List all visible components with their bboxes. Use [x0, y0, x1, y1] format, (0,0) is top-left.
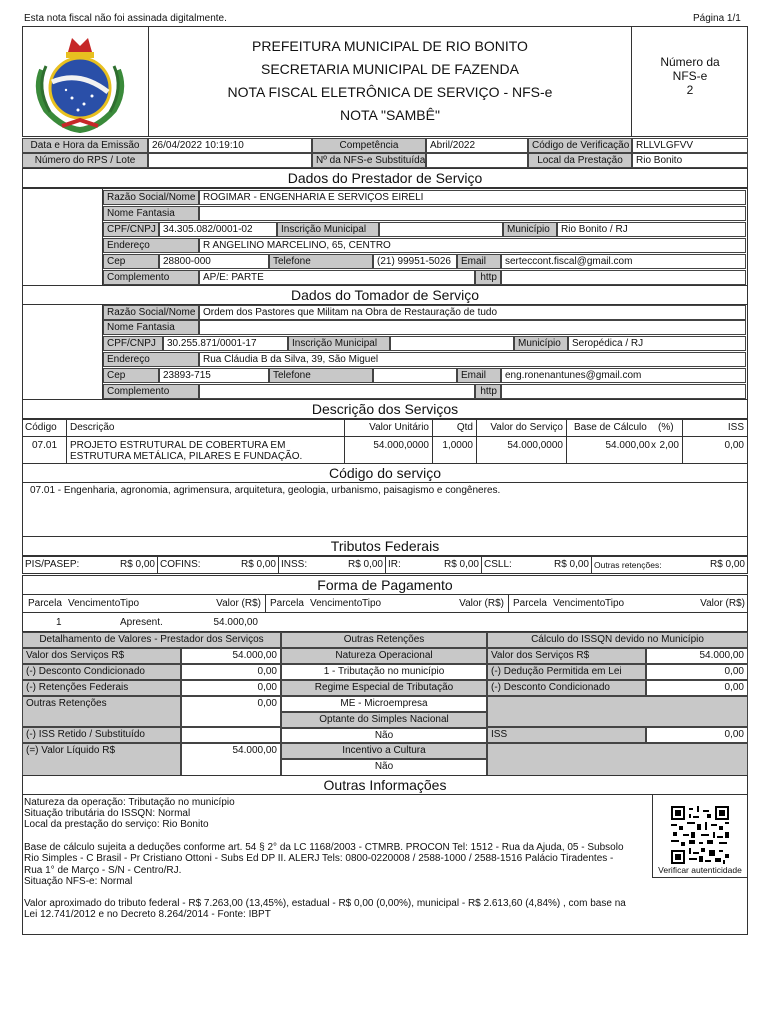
prestador-fantasia-label: Nome Fantasia — [103, 206, 199, 221]
pag-h-tipo-3: Tipo — [605, 598, 625, 609]
rps-label: Número do RPS / Lote — [22, 153, 148, 168]
codigo-servico-text: 07.01 - Engenharia, agronomia, agrimensura, arquitetura, geologia, urbanismo, paisagismo e congêneres. — [30, 485, 501, 496]
inss-value: R$ 0,00 — [347, 559, 383, 570]
info-l6: Rua 1° de Março - S/N - Centro/RJ. — [24, 865, 182, 876]
nfse-number-value: 2 — [686, 83, 694, 97]
header-line-1: PREFEITURA MUNICIPAL DE RIO BONITO — [252, 38, 528, 54]
dc-label: (-) Desconto Condicionado — [22, 664, 181, 680]
page-number: Página 1/1 — [693, 13, 741, 24]
emissao-label: Data e Hora da Emissão — [22, 138, 148, 153]
info-l5: Rio Simples - C Brasil - Pr Cristiano Ottoni - Subs Ed DP II. ALERJ Tels: 0800-0220008 / 2588-1000 / 2588-1516 Palácio Tiradentes - — [24, 853, 614, 864]
valores-col2-title: Outras Retenções — [281, 632, 487, 648]
codigo-verificacao-label: Código de Verificação — [528, 138, 632, 153]
tomador-cpf-label: CPF/CNPJ — [103, 336, 163, 351]
prestador-telefone-value: (21) 99951-5026 — [373, 254, 457, 269]
info-l2: Situação tributária do ISSQN: Normal — [24, 808, 191, 819]
prestador-fantasia-value — [199, 206, 746, 221]
pag-valor: 54.000,00 — [213, 617, 258, 628]
tomador-fantasia-label: Nome Fantasia — [103, 320, 199, 335]
pis-value: R$ 0,00 — [119, 559, 155, 570]
pag-h-venc-1: Vencimento — [68, 598, 121, 609]
valores-col1-title: Detalhamento de Valores - Prestador dos Serviços — [22, 632, 281, 648]
inss-label: INSS: — [281, 559, 308, 570]
pag-h-venc-2: Vencimento — [310, 598, 363, 609]
nat-label: Natureza Operacional — [281, 648, 487, 664]
cofins-value: R$ 0,00 — [240, 559, 276, 570]
col-descricao: Descrição — [70, 422, 115, 433]
prestador-cpf-value: 34.305.082/0001-02 — [159, 222, 277, 237]
vl-label: (=) Valor Líquido R$ — [22, 743, 181, 776]
c-iss-label: ISS — [487, 727, 646, 743]
prestador-cep-label: Cep — [103, 254, 159, 269]
col-valor-servico: Valor do Serviço — [490, 422, 563, 433]
info-l1: Natureza da operação: Tributação no município — [24, 797, 235, 808]
outras-retencoes-value: R$ 0,00 — [709, 559, 745, 570]
c-iss-value: 0,00 — [646, 727, 748, 743]
competencia-value: Abril/2022 — [426, 138, 528, 153]
nfse-number-label-2: NFS-e — [672, 69, 708, 83]
tomador-email-label: Email — [457, 368, 501, 383]
reg-value: ME - Microempresa — [281, 696, 487, 712]
rf-value: 0,00 — [181, 680, 281, 696]
servico-x: x — [651, 440, 656, 451]
pag-h-parcela-3: Parcela — [513, 598, 547, 609]
col-pct: (%) — [658, 422, 674, 433]
tomador-municipio-value: Seropédica / RJ — [568, 336, 746, 351]
c-vs-label: Valor dos Serviços R$ — [487, 648, 646, 664]
pag-tipo: Apresent. — [120, 617, 163, 628]
prestador-complemento-label: Complemento — [103, 270, 199, 285]
c-dc-value: 0,00 — [646, 680, 748, 696]
tomador-http-label: http — [475, 384, 501, 399]
prestador-im-label: Inscrição Municipal — [277, 222, 379, 237]
prestador-cpf-label: CPF/CNPJ — [103, 222, 159, 237]
valores-col3-title: Cálculo do ISSQN devido no Município — [487, 632, 748, 648]
pag-h-tipo-2: Tipo — [362, 598, 382, 609]
pag-h-parcela-1: Parcela — [28, 598, 62, 609]
info-l4: Base de cálculo sujeita a deduções conforme art. 54 § 2° da LC 1168/2003 - CTMRB. PROCON Tel: 1512 - Rua da Ajuda, 05 - Subsolo — [24, 842, 624, 853]
dc-value: 0,00 — [181, 664, 281, 680]
codigo-verificacao-value: RLLVLGFVV — [632, 138, 748, 153]
prestador-title: Dados do Prestador de Serviço — [22, 168, 748, 188]
tomador-http-value — [501, 384, 746, 399]
nfse-number — [632, 55, 748, 97]
tomador-complemento-value — [199, 384, 475, 399]
simples-value: Não — [281, 728, 487, 743]
pag-h-valor-1: Valor (R$) — [216, 598, 261, 609]
pag-h-valor-3: Valor (R$) — [700, 598, 745, 609]
tomador-municipio-label: Município — [514, 336, 568, 351]
tomador-email-value: eng.ronenantunes@gmail.com — [501, 368, 746, 383]
prestador-complemento-value: AP/E: PARTE — [199, 270, 475, 285]
local-prestacao-value: Rio Bonito — [632, 153, 748, 168]
pag-h-tipo-1: Tipo — [120, 598, 140, 609]
csll-label: CSLL: — [484, 559, 512, 570]
info-l8: Valor aproximado do tributo federal - R$ 7.263,00 (13,45%), estadual - R$ 0,00 (0,00%), municipal - R$ 2.613,60 (4,84%) , com base na — [24, 898, 626, 909]
tomador-complemento-label: Complemento — [103, 384, 199, 399]
prestador-endereco-value: R ANGELINO MARCELINO, 65, CENTRO — [199, 238, 746, 253]
nfse-number-label-1: Número da — [660, 55, 720, 69]
tomador-cep-value: 23893-715 — [159, 368, 269, 383]
reg-label: Regime Especial de Tributação — [281, 680, 487, 696]
ir-value: R$ 0,00 — [443, 559, 479, 570]
vs-label: Valor dos Serviços R$ — [22, 648, 181, 664]
prestador-razao-label: Razão Social/Nome — [103, 190, 199, 205]
c-dc-label: (-) Desconto Condicionado — [487, 680, 646, 696]
prestador-http-value — [501, 270, 746, 285]
servico-qtd: 1,0000 — [442, 440, 473, 451]
tomador-razao-label: Razão Social/Nome — [103, 305, 199, 320]
tomador-cep-label: Cep — [103, 368, 159, 383]
col-valor-unitario: Valor Unitário — [369, 422, 429, 433]
tomador-razao-value: Ordem dos Pastores que Militam na Obra de Restauração de tudo — [199, 305, 746, 320]
prestador-telefone-label: Telefone — [269, 254, 373, 269]
outras-title: Outras Informações — [22, 775, 748, 795]
col-iss: ISS — [727, 422, 744, 433]
incentivo-value: Não — [281, 759, 487, 776]
header-line-2: SECRETARIA MUNICIPAL DE FAZENDA — [260, 61, 519, 77]
col-base-calculo: Base de Cálculo — [574, 422, 647, 433]
pag-h-venc-3: Vencimento — [553, 598, 606, 609]
c-blank-2 — [487, 743, 748, 776]
rps-value — [148, 153, 312, 168]
servico-base: 54.000,00 — [605, 440, 650, 451]
tomador-endereco-value: Rua Cláudia B da Silva, 39, São Miguel — [199, 352, 746, 367]
tomador-im-label: Inscrição Municipal — [288, 336, 390, 351]
prestador-email-value: serteccont.fiscal@gmail.com — [501, 254, 746, 269]
ir-label: IR: — [388, 559, 401, 570]
header-title — [149, 35, 631, 127]
qr-code-icon[interactable] — [670, 806, 730, 864]
coat-of-arms-icon — [32, 30, 128, 134]
servico-descricao-2: ESTRUTURA METÁLICA, PILARES E FUNDAÇÃO. — [70, 451, 303, 462]
iss-retido-value — [181, 727, 281, 743]
info-l9: Lei 12.741/2012 e no Decreto 8.264/2014 - Fonte: IBPT — [24, 909, 271, 920]
pag-h-valor-2: Valor (R$) — [459, 598, 504, 609]
local-prestacao-label: Local da Prestação — [528, 153, 632, 168]
or-label: Outras Retenções — [22, 696, 181, 727]
iss-retido-label: (-) ISS Retido / Substituído — [22, 727, 181, 743]
header-line-3: NOTA FISCAL ELETRÔNICA DE SERVIÇO - NFS-e — [227, 84, 553, 100]
nat-value: 1 - Tributação no município — [281, 664, 487, 680]
servico-descricao-1: PROJETO ESTRUTURAL DE COBERTURA EM — [70, 440, 286, 451]
prestador-cep-value: 28800-000 — [159, 254, 269, 269]
nfse-substituida-label: Nº da NFS-e Substituída — [312, 153, 426, 168]
incentivo-label: Incentivo a Cultura — [281, 743, 487, 759]
servico-codigo: 07.01 — [32, 440, 58, 451]
outras-retencoes-label: Outras retenções: — [594, 560, 662, 570]
tomador-telefone-value — [373, 368, 457, 383]
pag-parcela: 1 — [56, 617, 62, 628]
prestador-endereco-label: Endereço — [103, 238, 199, 253]
vs-value: 54.000,00 — [181, 648, 281, 664]
prestador-municipio-label: Município — [503, 222, 557, 237]
tomador-endereco-label: Endereço — [103, 352, 199, 367]
header-line-4: NOTA "SAMBÊ" — [340, 107, 440, 123]
tomador-fantasia-value — [199, 320, 746, 335]
prestador-email-label: Email — [457, 254, 501, 269]
prestador-municipio-value: Rio Bonito / RJ — [557, 222, 746, 237]
verify-link[interactable]: Verificar autenticidade — [658, 865, 742, 875]
tomador-telefone-label: Telefone — [269, 368, 373, 383]
competencia-label: Competência — [312, 138, 426, 153]
tomador-im-value — [390, 336, 514, 351]
info-l7: Situação NFS-e: Normal — [24, 876, 133, 887]
or-value: 0,00 — [181, 696, 281, 727]
servico-valor-unitario: 54.000,0000 — [373, 440, 429, 451]
servicos-title: Descrição dos Serviços — [22, 399, 748, 419]
col-codigo: Código — [25, 422, 57, 433]
info-l3: Local da prestação do serviço: Rio Bonito — [24, 819, 209, 830]
prestador-razao-value: ROGIMAR - ENGENHARIA E SERVIÇOS EIRELI — [199, 190, 746, 205]
c-blank-1 — [487, 696, 748, 727]
c-vs-value: 54.000,00 — [646, 648, 748, 664]
servico-pct: 2,00 — [659, 440, 679, 451]
pag-h-parcela-2: Parcela — [270, 598, 304, 609]
pis-label: PIS/PASEP: — [25, 559, 80, 570]
prestador-http-label: http — [475, 270, 501, 285]
cofins-label: COFINS: — [160, 559, 201, 570]
servico-iss: 0,00 — [724, 440, 744, 451]
servico-valor: 54.000,0000 — [507, 440, 563, 451]
nfse-substituida-value — [426, 153, 528, 168]
csll-value: R$ 0,00 — [553, 559, 589, 570]
emissao-value: 26/04/2022 10:19:10 — [148, 138, 312, 153]
tomador-cpf-value: 30.255.871/0001-17 — [163, 336, 288, 351]
unsigned-note: Esta nota fiscal não foi assinada digitalmente. — [24, 13, 227, 24]
rf-label: (-) Retenções Federais — [22, 680, 181, 696]
codigo-servico-title: Código do serviço — [22, 463, 748, 483]
tomador-title: Dados do Tomador de Serviço — [22, 285, 748, 305]
prestador-im-value — [379, 222, 503, 237]
vl-value: 54.000,00 — [181, 743, 281, 776]
c-ded-label: (-) Dedução Permitida em Lei — [487, 664, 646, 680]
col-qtd: Qtd — [456, 422, 473, 433]
simples-label: Optante do Simples Nacional — [281, 712, 487, 728]
pagamento-title: Forma de Pagamento — [22, 575, 748, 595]
c-ded-value: 0,00 — [646, 664, 748, 680]
tributos-title: Tributos Federais — [22, 536, 748, 556]
